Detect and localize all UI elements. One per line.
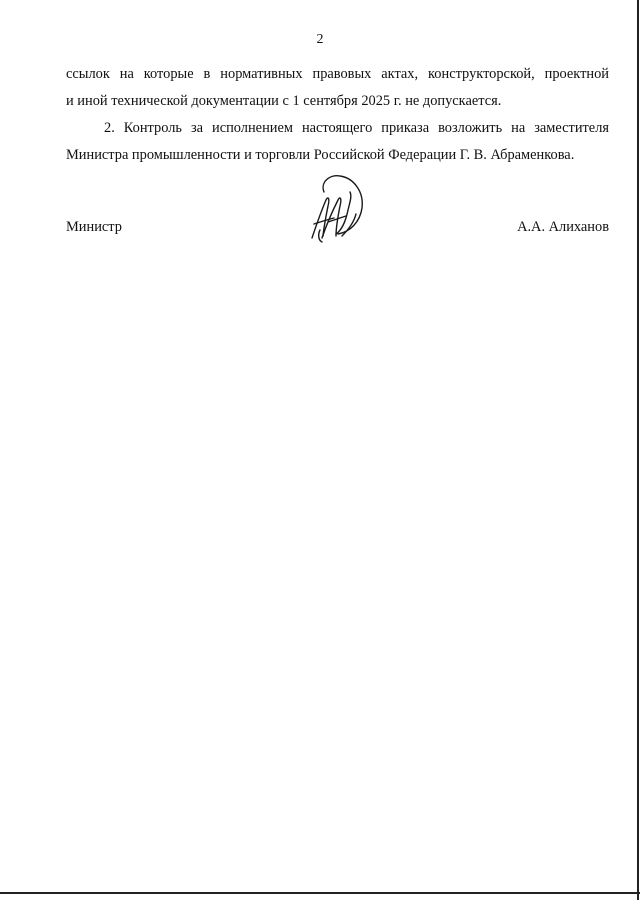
scan-edge-bottom: [0, 892, 640, 894]
scan-edge-right: [637, 0, 639, 900]
paragraph-item-2: [66, 115, 609, 169]
paragraph-line: и иной технической документации с 1 сентября 2025 г. не допускается.: [66, 93, 502, 109]
paragraph-line: ссылок на которые в нормативных правовых актах, конструкторской, проектной: [66, 66, 609, 82]
paragraph-continuation: [66, 61, 609, 115]
paragraph-line: Министра промышленности и торговли Российской Федерации Г. В. Абраменкова.: [66, 147, 575, 163]
paragraph-line: 2. Контроль за исполнением настоящего приказа возложить на заместителя: [104, 120, 609, 136]
handwritten-signature: [306, 170, 370, 244]
signatory-name: А.А. Алиханов: [517, 219, 609, 235]
page-number: 2: [316, 32, 324, 47]
signatory-title: Министр: [66, 219, 122, 235]
